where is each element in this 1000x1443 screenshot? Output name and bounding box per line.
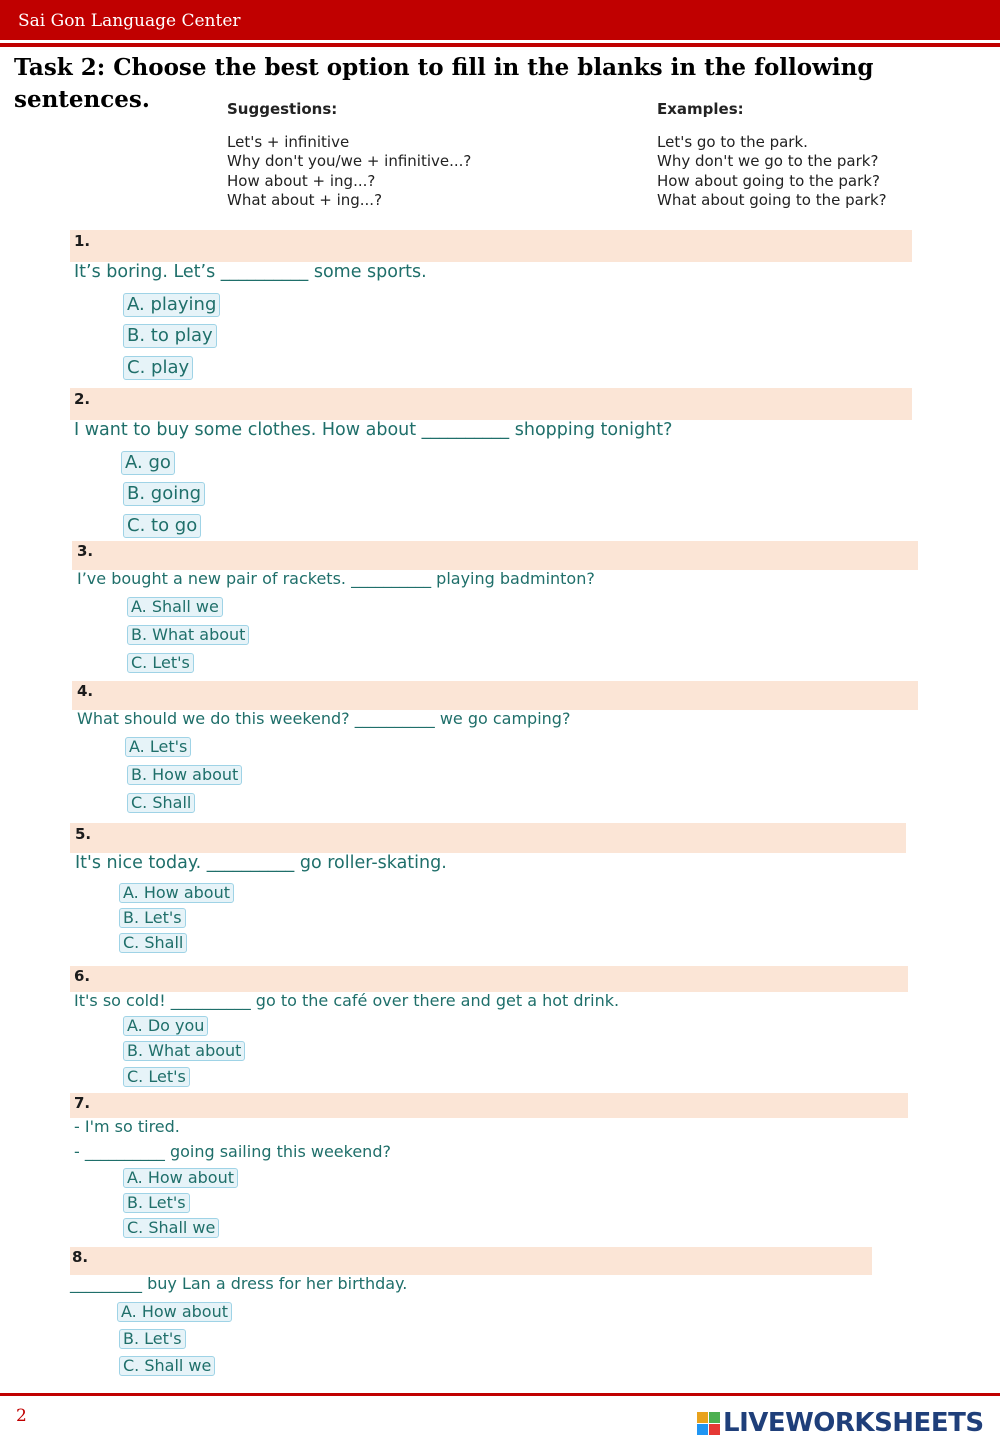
suggestion-item: Why don't you/we + infinitive...? — [227, 152, 472, 170]
question-2-number: 2. — [74, 390, 91, 408]
question-7-text-line1: - I'm so tired. — [74, 1117, 180, 1136]
suggestion-item: Let's + infinitive — [227, 132, 350, 151]
question-7-text-line2: - __________ going sailing this weekend? — [74, 1142, 391, 1161]
question-6-bar — [70, 966, 908, 992]
question-4-option-a[interactable]: A. Let's — [125, 737, 191, 757]
question-5-option-c[interactable]: C. Shall — [119, 933, 187, 953]
liveworksheets-logo-icon — [697, 1412, 720, 1435]
question-1-number: 1. — [74, 232, 91, 250]
question-5-text: It's nice today. __________ go roller-skating. — [75, 853, 447, 873]
question-6-number: 6. — [74, 967, 91, 985]
question-6-text: It's so cold! __________ go to the café over there and get a hot drink. — [74, 991, 620, 1010]
header-divider — [0, 43, 1000, 47]
header-bar — [0, 0, 1000, 40]
question-2-text: I want to buy some clothes. How about __________ shopping tonight? — [74, 420, 673, 440]
question-8-text: _________ buy Lan a dress for her birthday. — [70, 1274, 408, 1293]
question-1-option-c[interactable]: C. play — [123, 356, 193, 380]
question-7-option-c[interactable]: C. Shall we — [123, 1218, 219, 1238]
question-4-number: 4. — [77, 682, 94, 700]
question-7-option-a[interactable]: A. How about — [123, 1168, 238, 1188]
question-1-text: It’s boring. Let’s __________ some sports. — [74, 262, 427, 282]
question-2-bar — [70, 388, 912, 420]
example-item: Why don't we go to the park? — [657, 152, 879, 170]
question-8-number: 8. — [72, 1248, 89, 1266]
question-7-option-b[interactable]: B. Let's — [123, 1193, 190, 1213]
question-3-option-c[interactable]: C. Let's — [127, 653, 194, 673]
question-2-option-a[interactable]: A. go — [121, 451, 175, 475]
question-3-option-a[interactable]: A. Shall we — [127, 597, 223, 617]
liveworksheets-logo[interactable] — [697, 1408, 984, 1438]
question-5-number: 5. — [75, 825, 92, 843]
example-item: How about going to the park? — [657, 171, 880, 190]
suggestions-heading: Suggestions: — [227, 100, 338, 118]
question-3-text: I’ve bought a new pair of rackets. __________ playing badminton? — [77, 569, 595, 588]
question-8-option-a[interactable]: A. How about — [117, 1302, 232, 1322]
question-3-number: 3. — [77, 542, 94, 560]
question-2-option-c[interactable]: C. to go — [123, 514, 201, 538]
page-number: 2 — [16, 1406, 27, 1426]
question-6-option-b[interactable]: B. What about — [123, 1041, 245, 1061]
question-6-option-c[interactable]: C. Let's — [123, 1067, 190, 1087]
examples-box — [657, 100, 887, 211]
question-1-option-b[interactable]: B. to play — [123, 324, 217, 348]
question-7-number: 7. — [74, 1094, 91, 1112]
question-1-bar — [70, 230, 912, 262]
question-6-option-a[interactable]: A. Do you — [123, 1016, 208, 1036]
question-4-option-c[interactable]: C. Shall — [127, 793, 195, 813]
suggestion-item: How about + ing...? — [227, 171, 376, 190]
examples-heading: Examples: — [657, 100, 744, 118]
question-7-bar — [70, 1093, 908, 1118]
footer-divider — [0, 1393, 1000, 1396]
example-item: Let's go to the park. — [657, 132, 808, 151]
question-5-option-a[interactable]: A. How about — [119, 883, 234, 903]
question-8-bar — [70, 1247, 872, 1275]
question-3-option-b[interactable]: B. What about — [127, 625, 249, 645]
question-4-option-b[interactable]: B. How about — [127, 765, 242, 785]
center-name: Sai Gon Language Center — [18, 11, 241, 31]
liveworksheets-logo-text: LIVEWORKSHEETS — [723, 1408, 984, 1438]
question-4-text: What should we do this weekend? __________ we go camping? — [77, 709, 571, 728]
question-8-option-b[interactable]: B. Let's — [119, 1329, 186, 1349]
question-5-bar — [70, 823, 906, 853]
question-1-option-a[interactable]: A. playing — [123, 293, 220, 317]
suggestion-item: What about + ing...? — [227, 191, 383, 209]
question-3-bar — [72, 541, 918, 570]
suggestions-box — [227, 100, 471, 211]
example-item: What about going to the park? — [657, 191, 887, 209]
question-8-option-c[interactable]: C. Shall we — [119, 1356, 215, 1376]
question-5-option-b[interactable]: B. Let's — [119, 908, 186, 928]
task-title: Task 2: Choose the best option to fill in the blanks in the following sentences. — [14, 54, 874, 113]
question-4-bar — [72, 681, 918, 710]
question-2-option-b[interactable]: B. going — [123, 482, 205, 506]
